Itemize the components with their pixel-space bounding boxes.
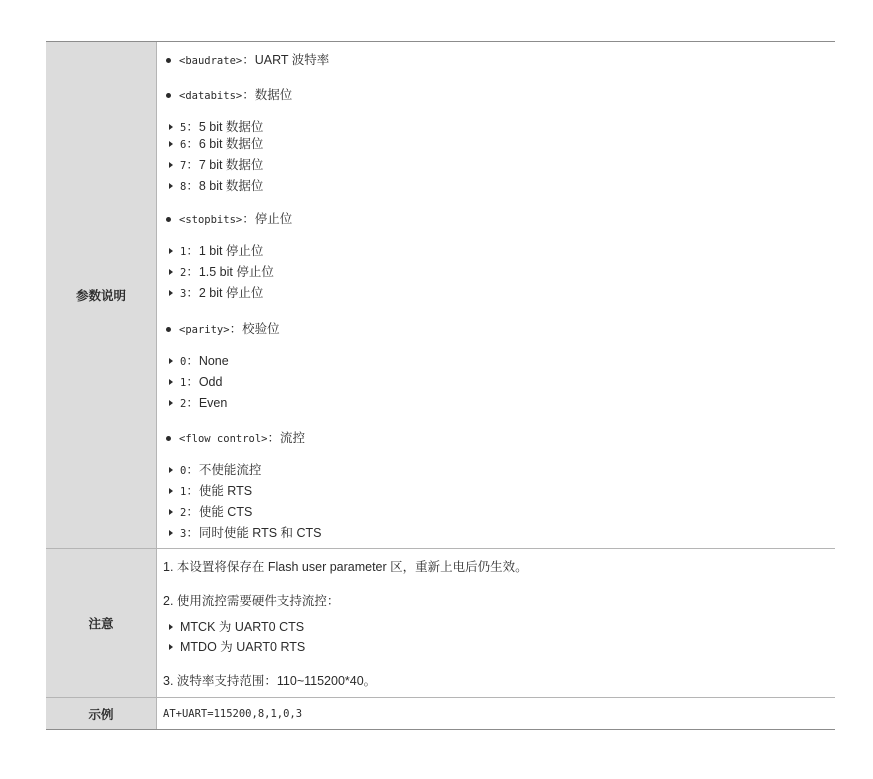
flow-item: 3：同时使能 RTS 和 CTS [180,526,322,540]
parity-item: 0：None [180,354,229,368]
note-3: 3. 波特率支持范围：110~115200*40。 [163,674,377,688]
triangle-bullet-icon [169,644,173,650]
triangle-bullet-icon [169,183,173,189]
note-2-item: MTDO 为 UART0 RTS [180,640,306,654]
triangle-bullet-icon [169,162,173,168]
triangle-bullet-icon [169,509,173,515]
stopbits-item: 2：1.5 bit 停止位 [180,265,274,279]
example-content [157,698,835,729]
triangle-bullet-icon [169,269,173,275]
triangle-bullet-icon [169,467,173,473]
notes-content [157,549,835,697]
parameter-table [46,41,835,730]
parity-item: 1：Odd [180,375,223,389]
example-code: AT+UART=115200,8,1,0,3 [163,708,303,720]
param-flow-control: <flow control>：流控 [179,431,306,445]
label-parameters: 参数说明 [46,42,157,548]
bullet-icon [166,58,171,63]
bullet-icon [166,436,171,441]
note-2-item: MTCK 为 UART0 CTS [180,620,305,634]
bullet-icon [166,93,171,98]
triangle-bullet-icon [169,400,173,406]
note-2: 2. 使用流控需要硬件支持流控： [163,594,340,608]
triangle-bullet-icon [169,248,173,254]
stopbits-item: 1：1 bit 停止位 [180,244,264,258]
databits-item: 6：6 bit 数据位 [180,137,264,151]
label-example: 示例 [46,698,157,729]
triangle-bullet-icon [169,379,173,385]
label-notes: 注意 [46,549,157,697]
flow-item: 2：使能 CTS [180,505,253,519]
row-parameters [46,42,835,548]
bullet-icon [166,327,171,332]
param-stopbits: <stopbits>：停止位 [179,212,293,226]
databits-item: 5：5 bit 数据位 [180,120,264,134]
triangle-bullet-icon [169,290,173,296]
parity-item: 2：Even [180,396,228,410]
row-notes [46,548,835,697]
param-databits: <databits>：数据位 [179,88,293,102]
param-parity: <parity>：校验位 [179,322,280,336]
triangle-bullet-icon [169,488,173,494]
parameters-content [157,42,835,548]
triangle-bullet-icon [169,358,173,364]
flow-item: 0：不使能流控 [180,463,262,477]
databits-item: 7：7 bit 数据位 [180,158,264,172]
stopbits-item: 3：2 bit 停止位 [180,286,264,300]
note-1: 1. 本设置将保存在 Flash user parameter 区，重新上电后仍生效。 [163,560,528,574]
triangle-bullet-icon [169,141,173,147]
triangle-bullet-icon [169,124,173,130]
flow-item: 1：使能 RTS [180,484,253,498]
row-example [46,697,835,729]
param-baudrate: <baudrate>：UART 波特率 [179,53,330,67]
triangle-bullet-icon [169,624,173,630]
bullet-icon [166,217,171,222]
databits-item: 8：8 bit 数据位 [180,179,264,193]
triangle-bullet-icon [169,530,173,536]
